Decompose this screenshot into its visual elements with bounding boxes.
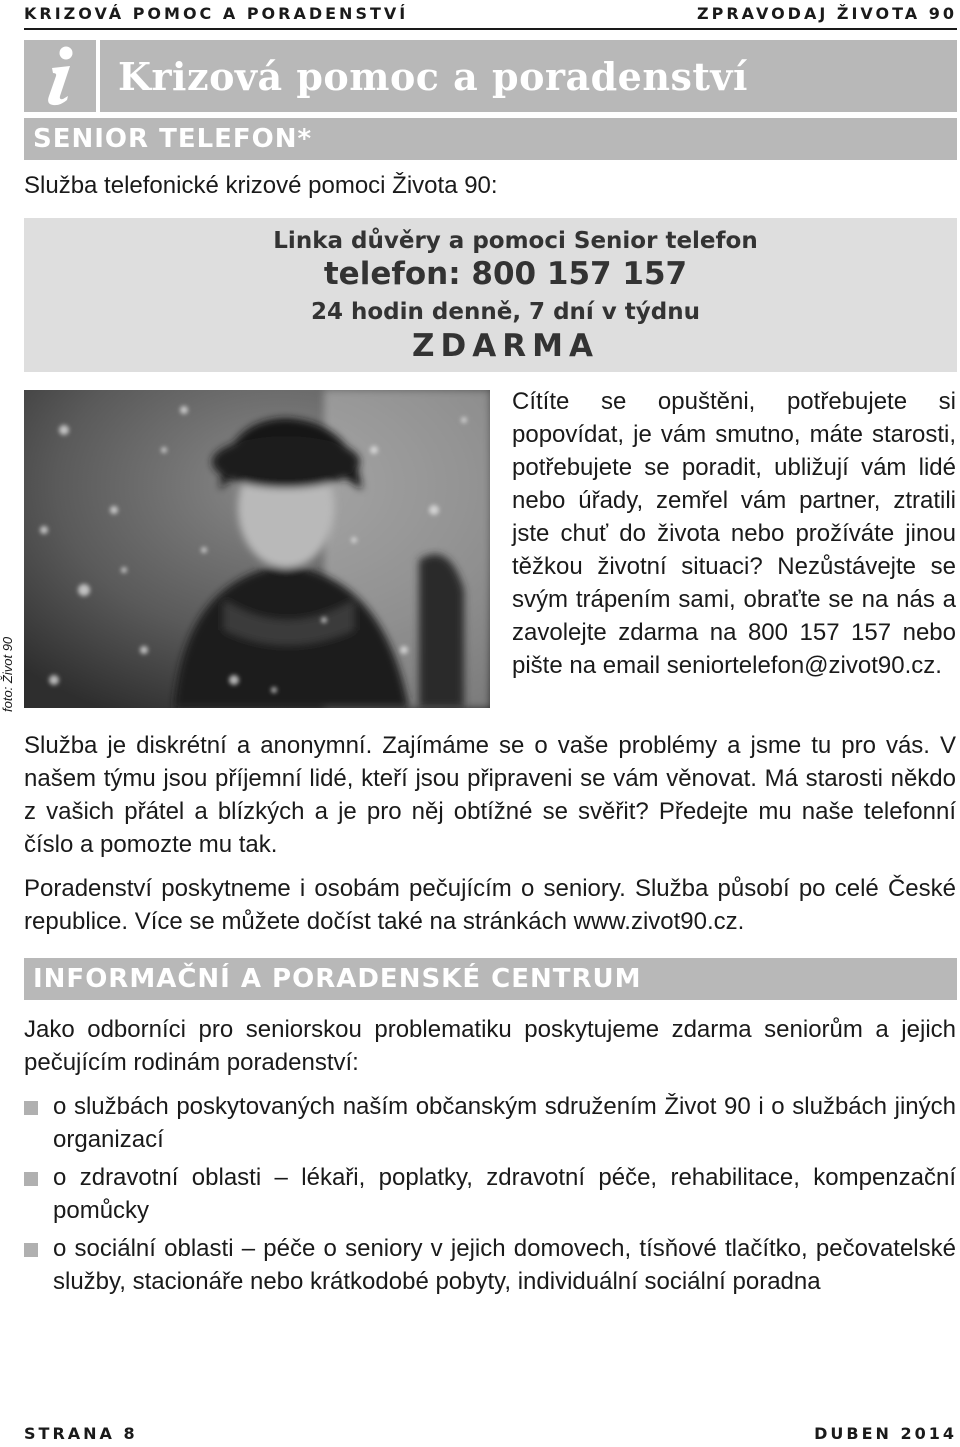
counseling-topics-list	[24, 1090, 956, 1303]
section-heading-text: SENIOR TELEFON*	[33, 124, 313, 154]
running-header-section: KRIZOVÁ POMOC A PORADENSTVÍ	[24, 4, 409, 23]
service-scope	[24, 872, 956, 938]
info-center-intro	[24, 1013, 956, 1079]
header-rule	[24, 28, 957, 30]
running-header-publication: ZPRAVODAJ ŽIVOTA 90	[697, 4, 957, 23]
section-heading-senior-telefon	[24, 118, 957, 160]
list-item	[24, 1090, 956, 1156]
list-item	[24, 1232, 956, 1298]
bullet-square-icon	[24, 1243, 38, 1257]
free-of-charge: ZDARMA	[412, 328, 599, 364]
page-number: STRANA 8	[24, 1424, 138, 1443]
senior-telefon-description	[512, 385, 956, 682]
bullet-square-icon	[24, 1101, 38, 1115]
photo-illustration	[24, 390, 490, 708]
senior-photo	[24, 390, 490, 708]
phone-info-box	[24, 218, 957, 372]
list-item	[24, 1161, 956, 1227]
bullet-square-icon	[24, 1172, 38, 1186]
title-bar	[100, 40, 957, 112]
list-item-text: o zdravotní oblasti – lékaři, poplatky, zdravotní péče, rehabilitace, kompenzační pomůcky	[53, 1164, 956, 1224]
info-icon	[24, 40, 96, 112]
service-intro: Služba telefonické krizové pomoci Života 90:	[24, 172, 498, 199]
section-heading-text: INFORMAČNÍ A PORADENSKÉ CENTRUM	[33, 964, 642, 994]
phone-number: telefon: 800 157 157	[323, 256, 688, 292]
service-details	[24, 729, 956, 861]
list-item-text: o službách poskytovaných naším občanským sdružením Život 90 i o službách jiných organizací	[53, 1093, 956, 1153]
service-hours: 24 hodin denně, 7 dní v týdnu	[310, 299, 700, 325]
list-item-text: o sociální oblasti – péče o seniory v jejich domovech, tísňové tlačítko, pečovatelské služby, stacionáře nebo krátkodobé pobyty, individuální sociální poradna	[53, 1235, 956, 1295]
hotline-name: Linka důvěry a pomoci Senior telefon	[273, 228, 758, 254]
description-text: Cítíte se opuštěni, potřebujete si popovídat, je vám smutno, máte starosti, potřebujete se poradit, ubližují vám lidé nebo úřady, zemřel vám partner, ztratili jste chuť do života nebo prožíváte jinou těžkou životní situaci? Nezůstávejte se svým trápením sami, obraťte se na nás a zavolejte zdarma na 800 157 157 nebo pište na email seniortelefon@zivot90.cz.	[512, 388, 956, 679]
photo-credit: foto: Život 90	[0, 636, 15, 712]
issue-date: DUBEN 2014	[814, 1424, 957, 1443]
info-glyph	[30, 44, 90, 108]
paragraph-caregivers: Poradenství poskytneme i osobám pečujícím o seniory. Služba působí po celé České republice. Více se můžete dočíst také na stránkách www.zivot90.cz.	[24, 875, 956, 935]
paragraph-discretion: Služba je diskrétní a anonymní. Zajímáme se o vaše problémy a jsme tu pro vás. V našem týmu jsou příjemní lidé, kteří jsou připraveni se vám věnovat. Má starosti někdo z vašich přátel a blízkých a je pro něj obtížné se svěřit? Předejte mu naše telefonní číslo a pomozte mu tak.	[24, 732, 956, 858]
section-heading-info-center	[24, 958, 957, 1000]
page-title: Krizová pomoc a poradenství	[118, 53, 748, 99]
info-center-intro-text: Jako odborníci pro seniorskou problematiku poskytujeme zdarma seniorům a jejich pečujícím rodinám poradenství:	[24, 1016, 956, 1076]
